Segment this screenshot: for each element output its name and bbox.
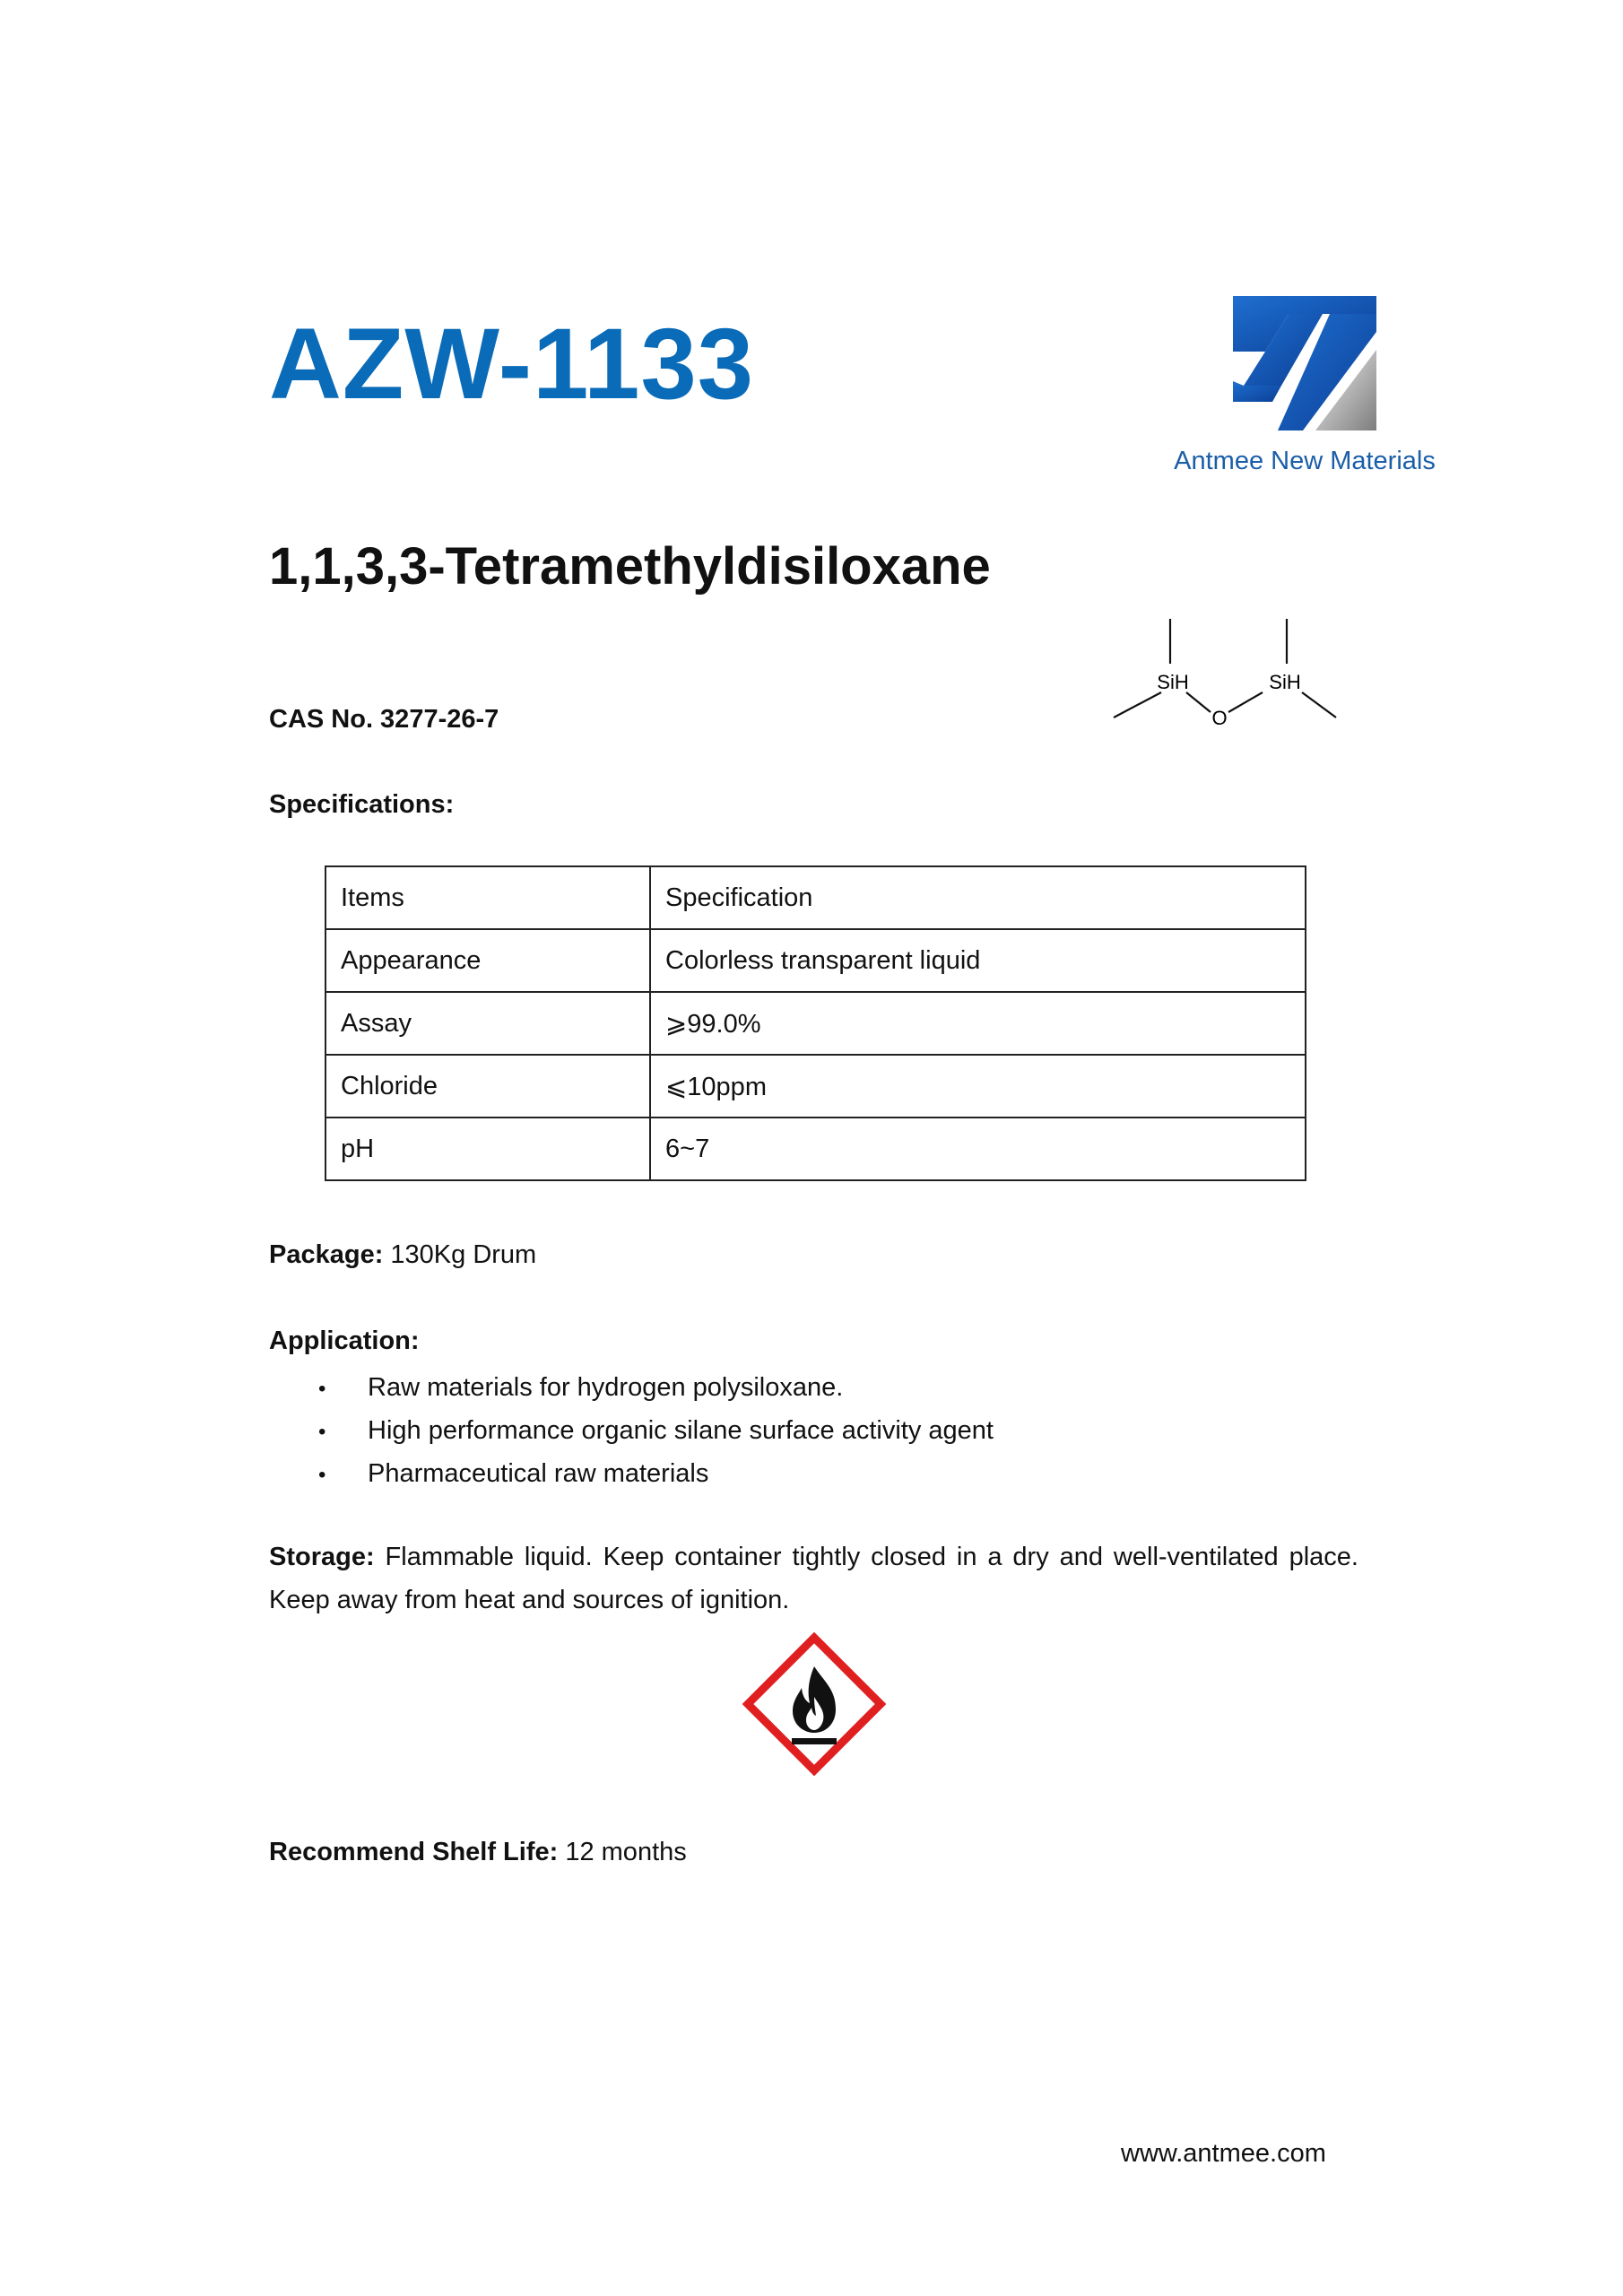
chemical-name: 1,1,3,3-Tetramethyldisiloxane (269, 537, 991, 596)
storage-info (269, 1535, 1358, 1622)
table-row (325, 1055, 1306, 1118)
table-cell-item: Items (325, 866, 650, 929)
logo-company-name: Antmee New Materials (1174, 447, 1436, 475)
cas-number: CAS No. 3277-26-7 (269, 705, 499, 734)
table-row (325, 992, 1306, 1055)
package-label: Package: (269, 1240, 384, 1269)
table-cell-spec: 6~7 (650, 1118, 1306, 1180)
package-value: 130Kg Drum (383, 1240, 537, 1269)
table-cell-spec: Colorless transparent liquid (650, 929, 1306, 992)
chemical-structure-diagram (1112, 619, 1363, 744)
specifications-table (325, 865, 1306, 1181)
package-info (269, 1239, 536, 1271)
bullet-icon: • (318, 1420, 326, 1444)
table-row (325, 929, 1306, 992)
table-cell-spec: ⩽10ppm (650, 1055, 1306, 1118)
shelf-life-value: 12 months (558, 1838, 687, 1866)
structure-atom-oxygen: O (1211, 707, 1228, 729)
table-row (325, 1118, 1306, 1180)
application-list (318, 1366, 994, 1495)
shelf-life-info (269, 1837, 687, 1868)
table-cell-item: Appearance (325, 929, 650, 992)
structure-atom-left: SiH (1157, 671, 1189, 693)
table-cell-item: pH (325, 1118, 650, 1180)
list-item: • Raw materials for hydrogen polysiloxane. (318, 1366, 994, 1409)
list-item: • Pharmaceutical raw materials (318, 1452, 994, 1495)
application-heading: Application: (269, 1326, 420, 1355)
table-cell-spec: ⩾99.0% (650, 992, 1306, 1055)
storage-text: Flammable liquid. Keep container tightly closed in a dry and well-ventilated place. Keep away from heat and sources of ignition. (269, 1543, 1358, 1614)
bullet-icon: • (318, 1377, 326, 1401)
table-row (325, 866, 1306, 929)
list-item: • High performance organic silane surface activity agent (318, 1409, 994, 1452)
footer-website-link[interactable]: www.antmee.com (1121, 2139, 1326, 2168)
antmee-logo-icon (1233, 296, 1376, 430)
product-code: AZW-1133 (269, 308, 755, 420)
bullet-icon: • (318, 1463, 326, 1487)
company-logo (1148, 260, 1462, 511)
table-cell-item: Chloride (325, 1055, 650, 1118)
table-cell-spec: Specification (650, 866, 1306, 929)
shelf-life-label: Recommend Shelf Life: (269, 1838, 559, 1866)
specifications-heading: Specifications: (269, 790, 455, 819)
table-cell-item: Assay (325, 992, 650, 1055)
structure-atom-right: SiH (1269, 671, 1301, 693)
storage-label: Storage: (269, 1543, 375, 1571)
flame-icon (742, 1632, 886, 1776)
